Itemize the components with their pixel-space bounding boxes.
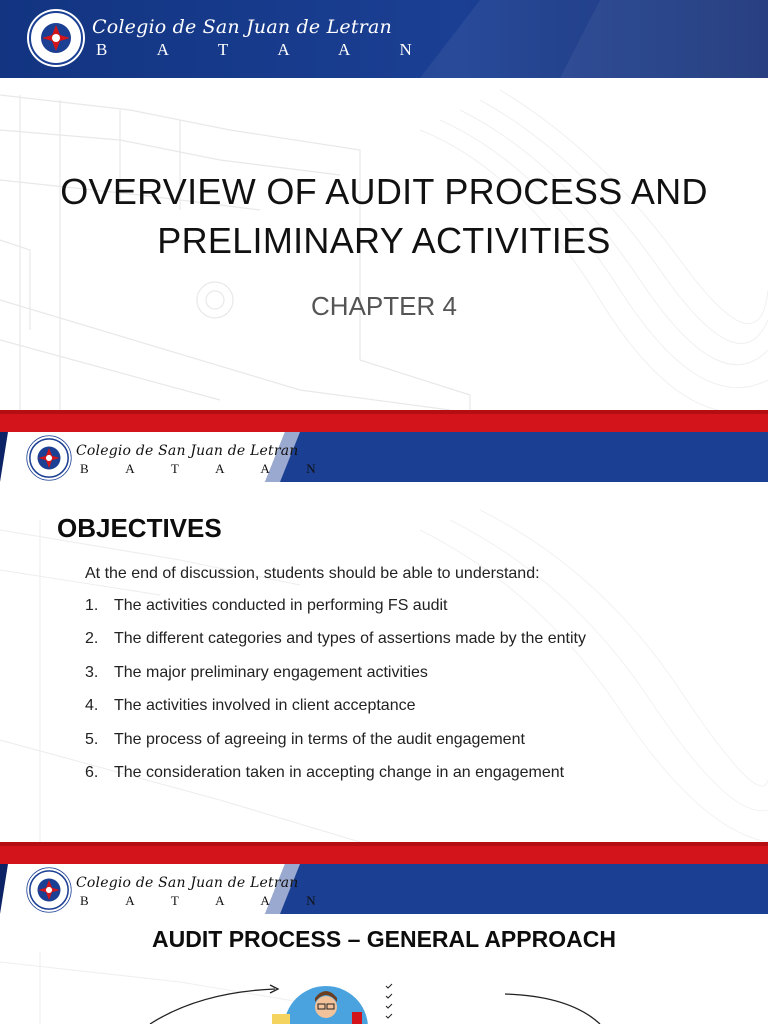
objectives-list xyxy=(85,597,586,797)
school-seal xyxy=(26,867,72,913)
audit-process-heading: AUDIT PROCESS – GENERAL APPROACH xyxy=(152,926,616,952)
curved-arrow-icon xyxy=(505,994,600,1024)
school-name: Colegio de San Juan de Letran xyxy=(76,443,299,459)
list-item xyxy=(85,597,586,630)
slide-audit-process xyxy=(0,842,768,1024)
list-item xyxy=(85,697,586,730)
slide-objectives xyxy=(0,410,768,842)
list-item-number: 4. xyxy=(85,697,99,715)
list-item-number: 2. xyxy=(85,630,99,648)
list-item xyxy=(85,764,586,797)
checkmark-icon xyxy=(386,984,392,1018)
school-location: B A T A A N xyxy=(80,893,333,908)
audit-process-illustration xyxy=(0,982,768,1024)
slide-title-line2: PRELIMINARY ACTIVITIES xyxy=(157,220,611,261)
auditor-illustration xyxy=(272,986,368,1024)
objectives-intro: At the end of discussion, students should be able to understand: xyxy=(85,565,540,582)
school-name: Colegio de San Juan de Letran xyxy=(92,16,392,38)
list-item-number: 5. xyxy=(85,730,99,748)
list-item-number: 6. xyxy=(85,763,99,781)
list-item-text: The different categories and types of assertions made by the entity xyxy=(114,630,586,648)
list-item-number: 3. xyxy=(85,663,99,681)
slide-title xyxy=(0,0,768,410)
school-seal xyxy=(26,435,72,481)
list-item-text: The consideration taken in accepting change in an engagement xyxy=(114,763,565,781)
header-banner xyxy=(0,0,768,78)
school-name: Colegio de San Juan de Letran xyxy=(76,875,299,891)
list-item-number: 1. xyxy=(85,597,99,614)
list-item-text: The activities involved in client acceptance xyxy=(114,697,416,715)
list-item-text: The process of agreeing in terms of the audit engagement xyxy=(114,730,525,748)
list-item xyxy=(85,731,586,764)
curved-arrow-icon xyxy=(150,989,275,1024)
list-item xyxy=(85,664,586,697)
slide-title-line1: OVERVIEW OF AUDIT PROCESS AND xyxy=(60,171,708,212)
red-separator xyxy=(0,842,768,864)
objectives-heading: OBJECTIVES xyxy=(57,513,222,543)
red-separator xyxy=(0,410,768,432)
slide-subtitle: CHAPTER 4 xyxy=(311,291,457,321)
list-item-text: The major preliminary engagement activities xyxy=(114,663,428,681)
school-location: B A T A A N xyxy=(96,40,435,59)
list-item xyxy=(85,630,586,663)
school-seal xyxy=(26,8,86,68)
list-item-text: The activities conducted in performing FS audit xyxy=(114,597,448,614)
school-location: B A T A A N xyxy=(80,461,333,476)
